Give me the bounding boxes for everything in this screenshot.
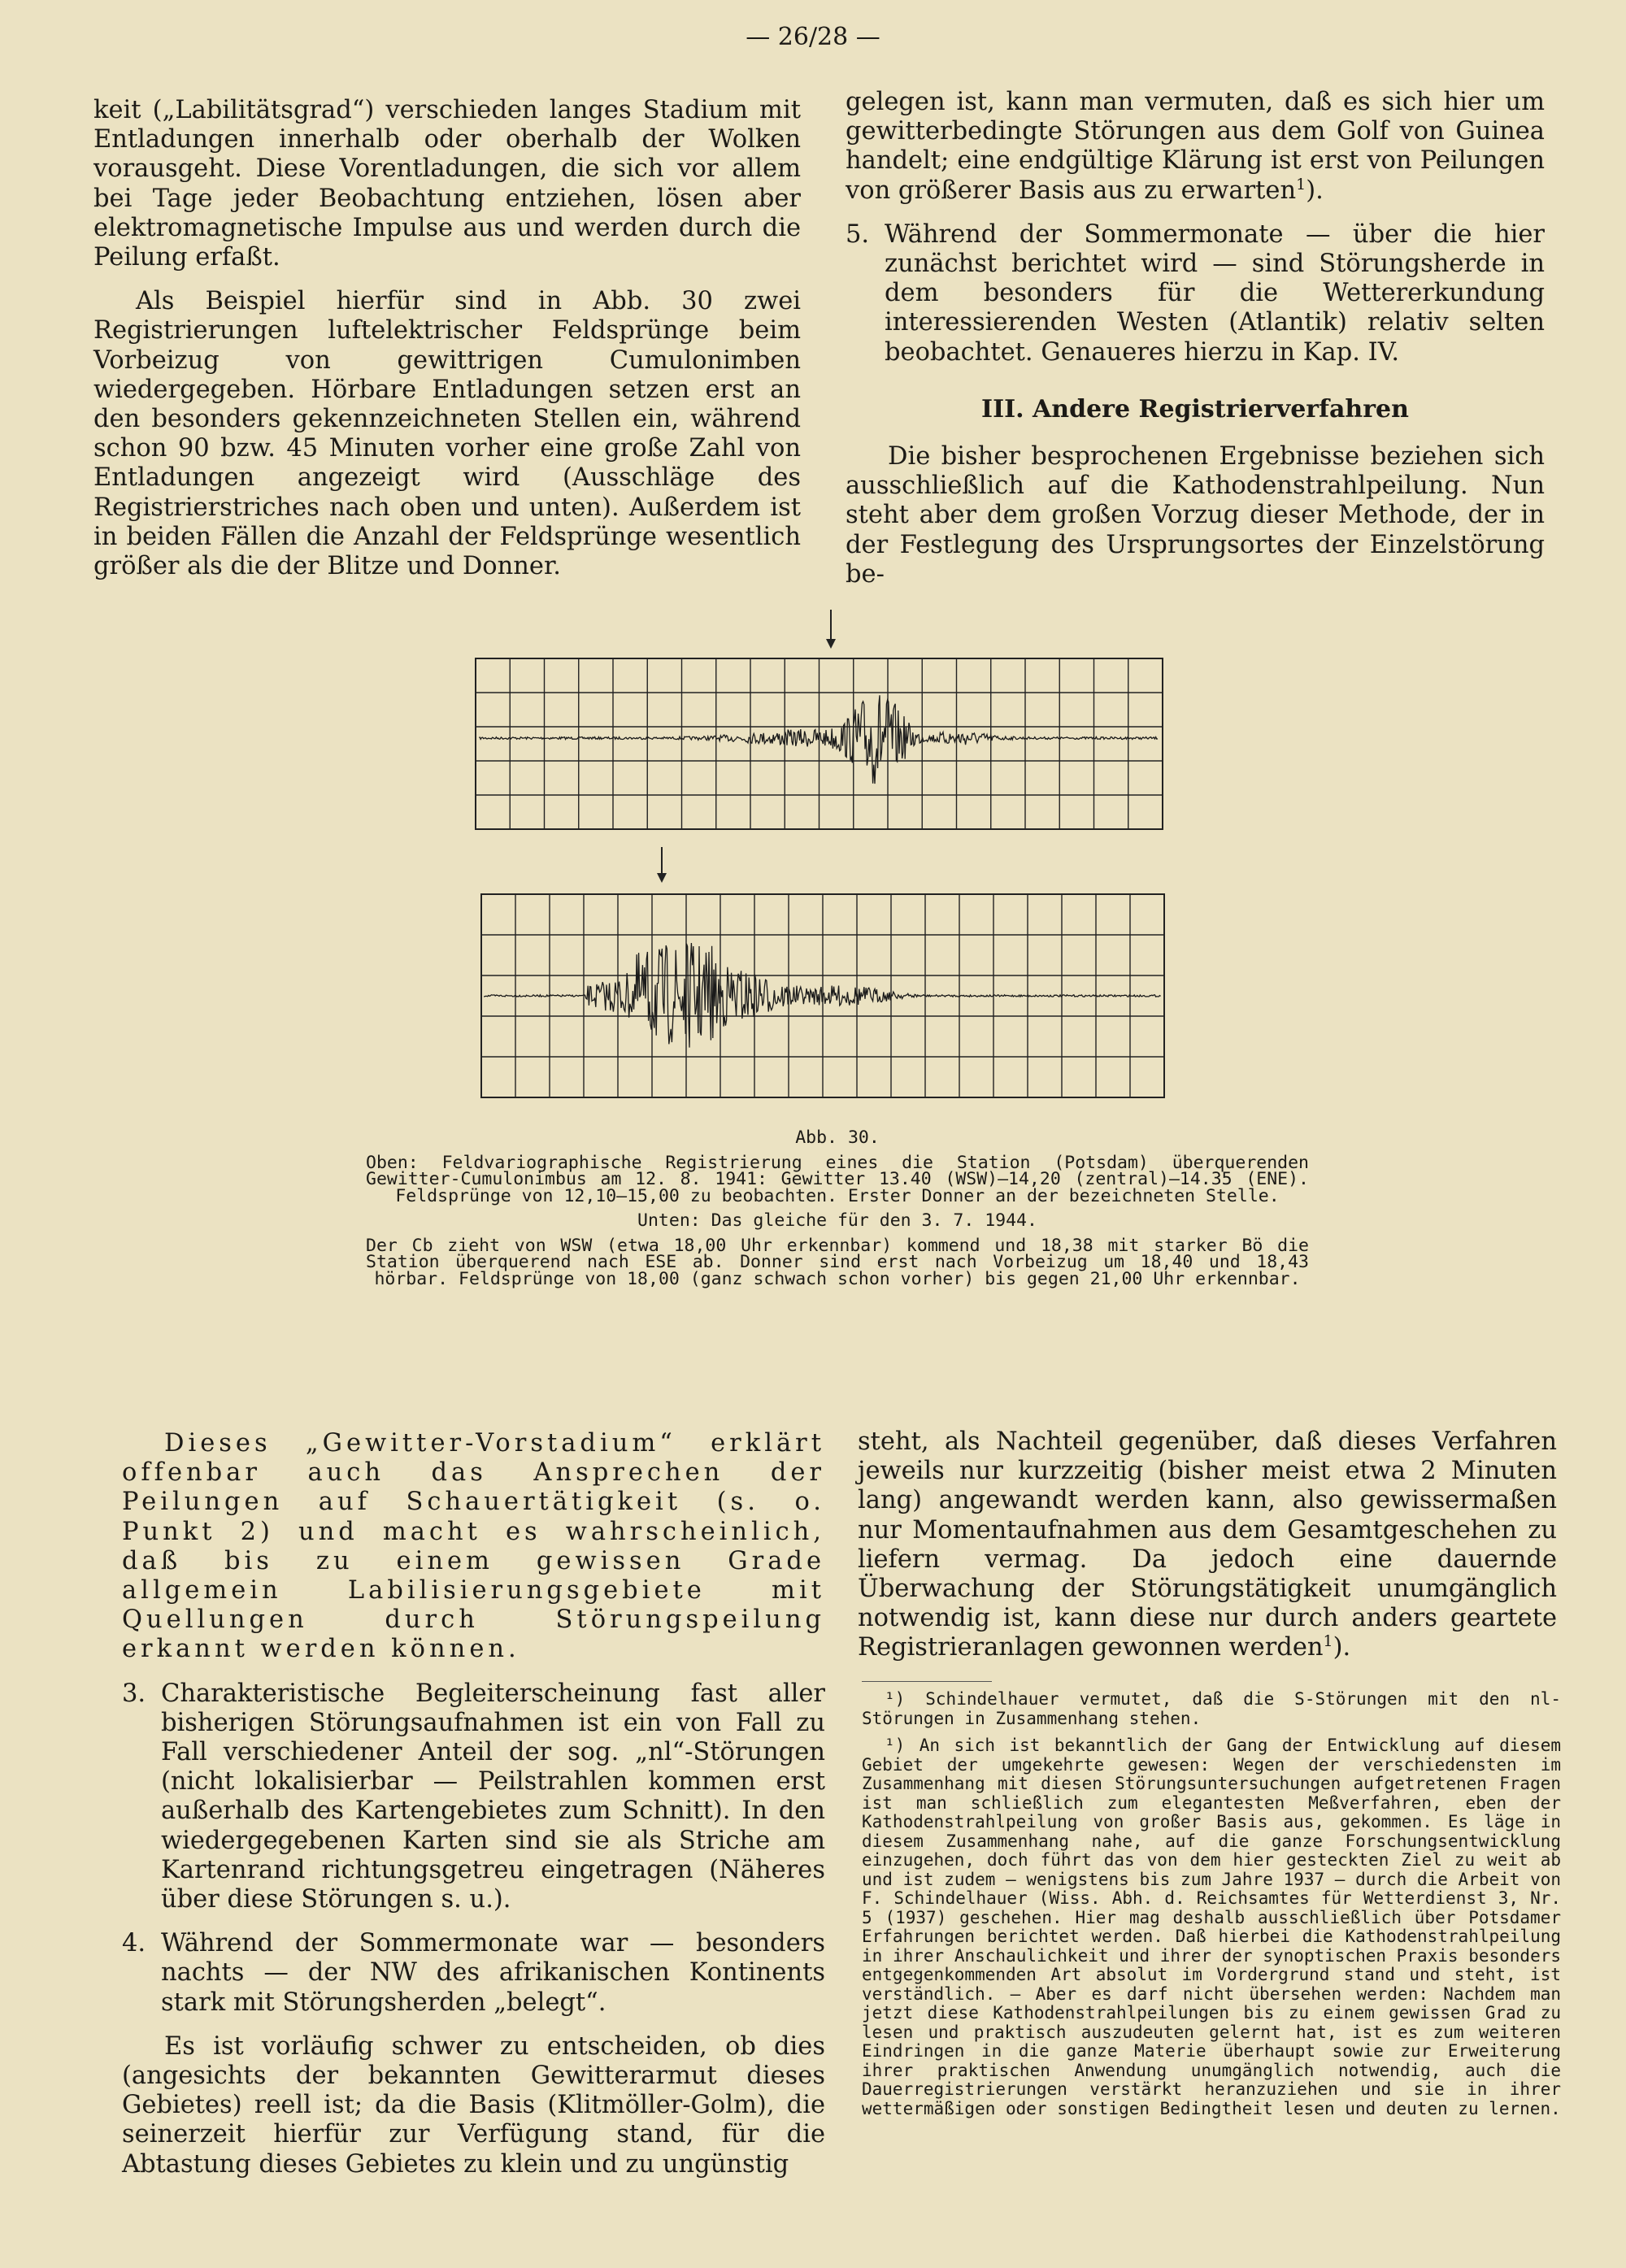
paragraph-text: steht, als Nachteil gegenüber, daß dieses Verfahren jeweils nur kurzzeitig (bisher meist etwa 2 Minuten lang) angewandt werden kann, also gewissermaßen nur Momentaufnahmen aus dem Gesamtgeschehen zu liefern vermag. Da jedoch eine dauernde Überwachung der Störungstätigkeit unumgänglich notwendig ist, kann diese nur durch anders geartete Registrieranlagen gewonnen werden [858, 1427, 1557, 1662]
footnote-ref: 1 [1296, 175, 1306, 193]
footnote-ref: 1 [1323, 1632, 1333, 1651]
paragraph-text: gelegen ist, kann man vermuten, daß es sich hier um gewitterbedingte Störungen aus dem Golf von Guinea handelt; eine endgültige Klärung ist erst von Peilungen von größerer Basis aus zu erwarten [846, 88, 1545, 205]
list-number: 5. [846, 219, 870, 249]
paragraph: Dieses „Gewitter-Vorstadium“ erklärt offenbar auch das Ansprechen der Peilungen auf Schauertätigkeit (s. o. Punkt 2) und macht es wahrscheinlich, daß bis zu einem gewissen Grade allgemein Labilisierungsgebiete mit Quellungen durch Störungspeilung erkannt werden können. [122, 1429, 825, 1664]
footnote: ¹) An sich ist bekanntlich der Gang der Entwicklung auf diesem Gebiet der umgekehrte gewesen: Wegen der verschiedensten im Zusammenhang mit diesen Störungsuntersuchungen aufgetretenen Fragen ist man schließlich zum elegantesten Meßverfahren, eben der Kathodenstrahlpeilung von großer Basis aus, gekommen. Es läge in diesem Zusammenhang nahe, auf die ganze Forschungsentwicklung einzugehen, doch führt das von dem hier gesteckten Ziel zu weit ab und ist zudem — wenigstens bis zum Jahre 1937 — durch die Arbeit von F. Schindelhauer (Wiss. Abh. d. Reichsamtes für Wetterdienst 3, Nr. 5 (1937) geschehen. Hier mag deshalb ausschließlich über Potsdamer Erfahrungen berichtet werden. Daß hierbei die Kathodenstrahlpeilung in ihrer Anschaulichkeit und ihrer der synoptischen Praxis besonders entgegenkommenden Art absolut im Vordergrund stand und steht, ist verständlich. — Aber es darf nicht übersehen werden: Nachdem man jetzt diese Kathodenstrahlpeilungen bis zu einem gewissen Grad zu lesen und praktisch auszudeuten gelernt hat, ist es zum weiteren Eindringen in die ganze Materie überhaupt sowie zur Erweiterung ihrer praktischen Anwendung unumgänglich notwendig, auch die Dauerregistrierungen verstärkt heranzuziehen und sie in ihrer wettermäßigen oder sonstigen Bedingtheit lesen und deuten zu lernen. [862, 1736, 1561, 2118]
paragraph-end: ). [1306, 176, 1324, 205]
list-text: Charakteristische Begleiterscheinung fast aller bisherigen Störungsaufnahmen ist ein von Fall zu Fall verschiedener Anteil der sog. „nl“-Störungen (nicht lokalisierbar — Peilstrahlen kommen erst außerhalb des Kartengebietes zum Schnitt). In den wiedergegebenen Karten sind sie als Striche am Kartenrand richtungsgetreu eingetragen (Näheres über diese Störungen s. u.). [161, 1679, 825, 1914]
list-number: 4. [122, 1929, 146, 1958]
list-number: 3. [122, 1679, 146, 1708]
left-column-bottom [122, 1429, 825, 2194]
caption-title: Abb. 30. [795, 1127, 880, 1148]
list-text: Während der Sommermonate — über die hier zunächst berichtet wird — sind Störungsherde in dem besonders für die Wettererkundung interessierenden Westen (Atlantik) relativ selten beobachtet. Genaueres hierzu in Kap. IV. [885, 219, 1545, 367]
footnote-divider [862, 1681, 992, 1682]
list-item [122, 1679, 825, 1915]
grid-top [476, 658, 1163, 829]
paragraph-end: ). [1333, 1633, 1351, 1662]
paragraph: Es ist vorläufig schwer zu entscheiden, ob dies (angesichts der bekannten Gewitterarmut dieses Gebietes) reell ist; da die Basis (Klitmöller-Golm), die seinerzeit hierfür zur Verfügung stand, für die Abtastung dieses Gebietes zu klein und zu ungünstig [122, 2031, 825, 2179]
right-column-bottom [858, 1427, 1557, 1678]
paragraph [846, 88, 1545, 206]
right-column-top [846, 88, 1545, 604]
registration-plots [472, 602, 1187, 1122]
paragraph: Als Beispiel hierfür sind in Abb. 30 zwei Registrierungen luftelektrischer Feldsprünge beim Vorbeizug von gewittrigen Cumulonimben wiedergegeben. Hörbare Entladungen setzen erst an den besonders gekennzeichneten Stellen ein, während schon 90 bzw. 45 Minuten vorher eine große Zahl von Entladungen angezeigt wird (Ausschläge des Registrierstriches nach oben und unten). Außerdem ist in beiden Fällen die Anzahl der Feldsprünge wesentlich größer als die der Blitze und Donner. [93, 287, 801, 581]
paragraph [858, 1427, 1557, 1663]
page-number: — 26/28 — [746, 23, 880, 51]
list-item [846, 220, 1545, 367]
caption-unten-title: Unten: Das gleiche für den 3. 7. 1944. [637, 1210, 1037, 1231]
caption-oben: Oben: Feldvariographische Registrierung eines die Station (Potsdam) überquerenden Gewitter-Cumulonimbus am 12. 8. 1941: Gewitter 13.40 (WSW)—14,20 (zentral)—14.35 (ENE). Feldsprünge von 12,10—15,00 zu beobachten. Erster Donner an der bezeichneten Stelle. [366, 1152, 1309, 1206]
arrow-down-icon [657, 847, 667, 883]
section-title: III. Andere Registrierverfahren [981, 394, 1409, 424]
arrow-down-icon [826, 610, 836, 649]
caption-unten: Der Cb zieht von WSW (etwa 18,00 Uhr erkennbar) kommend und 18,38 mit starker Bö die Station überquerend nach ESE ab. Donner sind erst nach Vorbeizug um 18,40 und 18,43 hörbar. Feldsprünge von 18,00 (ganz schwach schon vorher) bis gegen 21,00 Uhr erkennbar. [366, 1235, 1309, 1289]
footnote: ¹) Schindelhauer vermutet, daß die S-Störungen mit den nl-Störungen in Zusammenhang stehen. [862, 1689, 1561, 1728]
footnotes [862, 1681, 1561, 2127]
paragraph: keit („Labilitätsgrad“) verschieden langes Stadium mit Entladungen innerhalb oder oberhalb der Wolken vorausgeht. Diese Vorentladungen, die sich vor allem bei Tage jeder Beobachtung entziehen, lösen aber elektromagnetische Impulse aus und werden durch die Peilung erfaßt. [93, 96, 801, 272]
paragraph: Die bisher besprochenen Ergebnisse beziehen sich ausschließlich auf die Kathodenstrahlpeilung. Nun steht aber dem großen Vorzug dieser Methode, der in der Festlegung des Ursprungsortes der Einzelstörung be- [846, 442, 1545, 589]
figure-caption [366, 1127, 1309, 1296]
list-text: Während der Sommermonate war — besonders nachts — der NW des afrikanischen Kontinents stark mit Störungsherden „belegt“. [161, 1929, 825, 2017]
left-column-top [93, 96, 801, 596]
list-item [122, 1929, 825, 2018]
